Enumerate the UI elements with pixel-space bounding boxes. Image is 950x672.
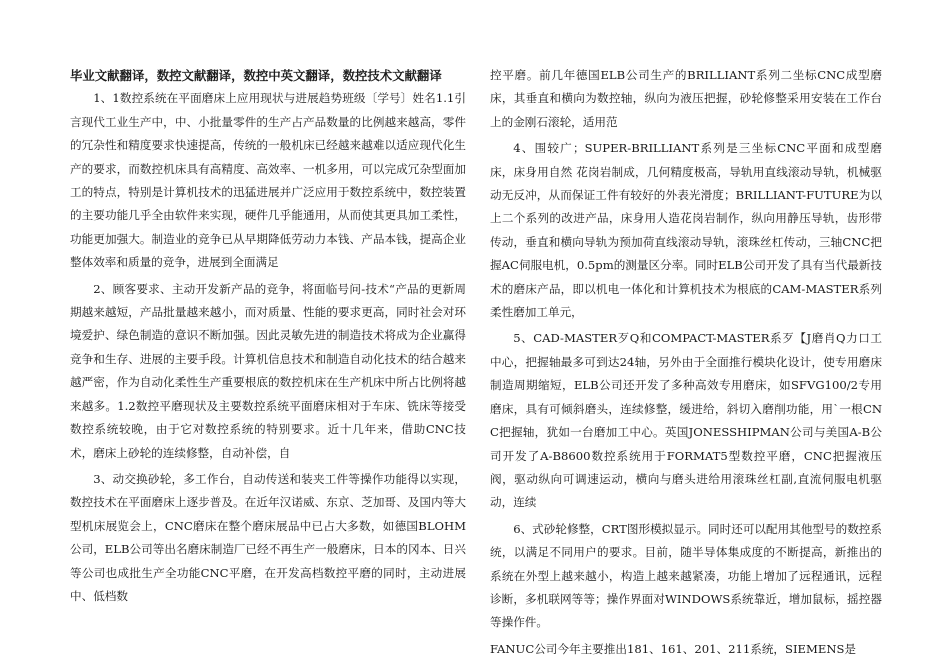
paragraph-continued: 控平磨。前几年德国ELB公司生产的BRILLIANT系列二坐标CNC成型磨床，其垂直和横向为数控轴，纵向为液压把握，砂轮修整采用安装在工作台上的金刚石滚轮，适用范	[490, 68, 882, 129]
paragraph: 3、动交换砂轮，多工作台，自动传送和装夹工件等操作功能得以实现，数控技术在平面磨床上逐步普及。在近年汉诺威、东京、芝加哥、及国内等大型机床展览会上，CNC磨床在整个磨床展品中已占大多数，如德国BLOHM公司，ELB公司等出名磨床制造厂已经不再生产一般磨床，日本的冈本、日兴等公司也成批生产全功能CNC平磨，在开发高档数控平磨的同时，主动进展中、低档数	[70, 471, 466, 603]
left-column	[70, 64, 466, 611]
paragraph: 6、式砂轮修整，CRT图形模拟显示。同时还可以配用其他型号的数控系统，以满足不同用户的要求。目前，随半导体集成度的不断提高，新推出的系统在外型上越来越小，构造上越来越紧凑，功能上增加了远程通讯，远程诊断，多机联网等等；操作界面对WINDOWS系统靠近，增加鼠标，摇控器等操作件。	[490, 521, 882, 630]
paragraph: 1、1数控系统在平面磨床上应用现状与进展趋势班级〔学号〕姓名1.1引言现代工业生产中，中、小批量零件的生产占产品数量的比例越来越高，零件的冗杂性和精度要求快速提高，传统的一般机床已经越来越难以适应现代化生产的要求，而数控机床具有高精度、高效率、一机多用，可以完成冗杂型面加工的特点，特别是计算机技术的迅猛进展并广泛应用于数控系统中，数控装置的主要功能几乎全由软件来实现，硬件几乎能通用，从而使其更具加工柔性，功能更加强大。制造业的竞争已从早期降低劳动力本钱、产品本钱，提高企业整体效率和质量的竞争，进展到全面满足	[70, 91, 466, 270]
paragraph: 4、围较广；SUPER-BRILLIANT系列是三坐标CNC平面和成型磨床，床身用自然 花岗岩制成，几何精度极高，导轨用直线滚动导轨，机械驱动无反冲，从而保证工件有较好的外表光滑度；BRILLIANT-FUTURE为以上二个系列的改进产品，床身用人造花岗岩制作，纵向用静压导轨，齿形带传动，垂直和横向导轨为预加荷直线滚动导轨，滚珠丝杠传动，三轴CNC把握AC伺服电机，0.5pm的测量区分率。同时ELB公司开发了具有当代最新技术的磨床产品，即以机电一体化和计算机技术为根底的CAM-MASTER系列柔性磨加工单元，	[490, 141, 882, 320]
document-title: 毕业文献翻译，数控文献翻译，数控中英文翻译，数控技术文献翻译	[70, 68, 442, 83]
paragraph: 5、CAD-MASTER歹Q和COMPACT-MASTER系歹【J磨肖Q力口工中心，把握轴最多可到达24轴，另外由于全面推行模块化设计，使专用磨床制造周期缩短，ELB公司还开发了多种高效专用磨床，如SFVG100/2专用磨床，具有可倾斜磨头，连续修整，缓进给，斜切入磨削功能，用`一根CNC把握轴，犹如一台磨加工中心。英国JONESSHIPMAN公司与美国A-B公司开发了A-B8600数控系统用于FORMAT5型数控平磨，CNC把握液压阀，驱动纵向可调速运动，横向与磨头进给用滚珠丝杠副,直流伺服电机驱动，连续	[490, 331, 882, 510]
right-column	[490, 64, 882, 664]
paragraph: FANUC公司今年主要推出181、161、201、211系统，SIEMENS是	[490, 641, 857, 656]
paragraph: 2、顾客要求、主动开发新产品的竞争，将面临号问-技术“产品的更新周期越来越短，产品批量越来越小，而对质量、性能的要求更高，同时社会对环境爱护、绿色制造的意识不断加强。因此灵敏先进的制造技术将成为企业赢得竞争和生存、进展的主要手段。计算机信息技术和制造自动化技术的结合越来越严密，作为自动化柔性生产重要根底的数控机床在生产机床中所占比例将越来越多。1.2数控平磨现状及主要数控系统平面磨床相对于车床、铣床等接受数控系统较晚，由于它对数控系统的特别要求。近十几年来，借助CNC技术，磨床上砂轮的连续修整，自动补偿，自	[70, 281, 466, 460]
